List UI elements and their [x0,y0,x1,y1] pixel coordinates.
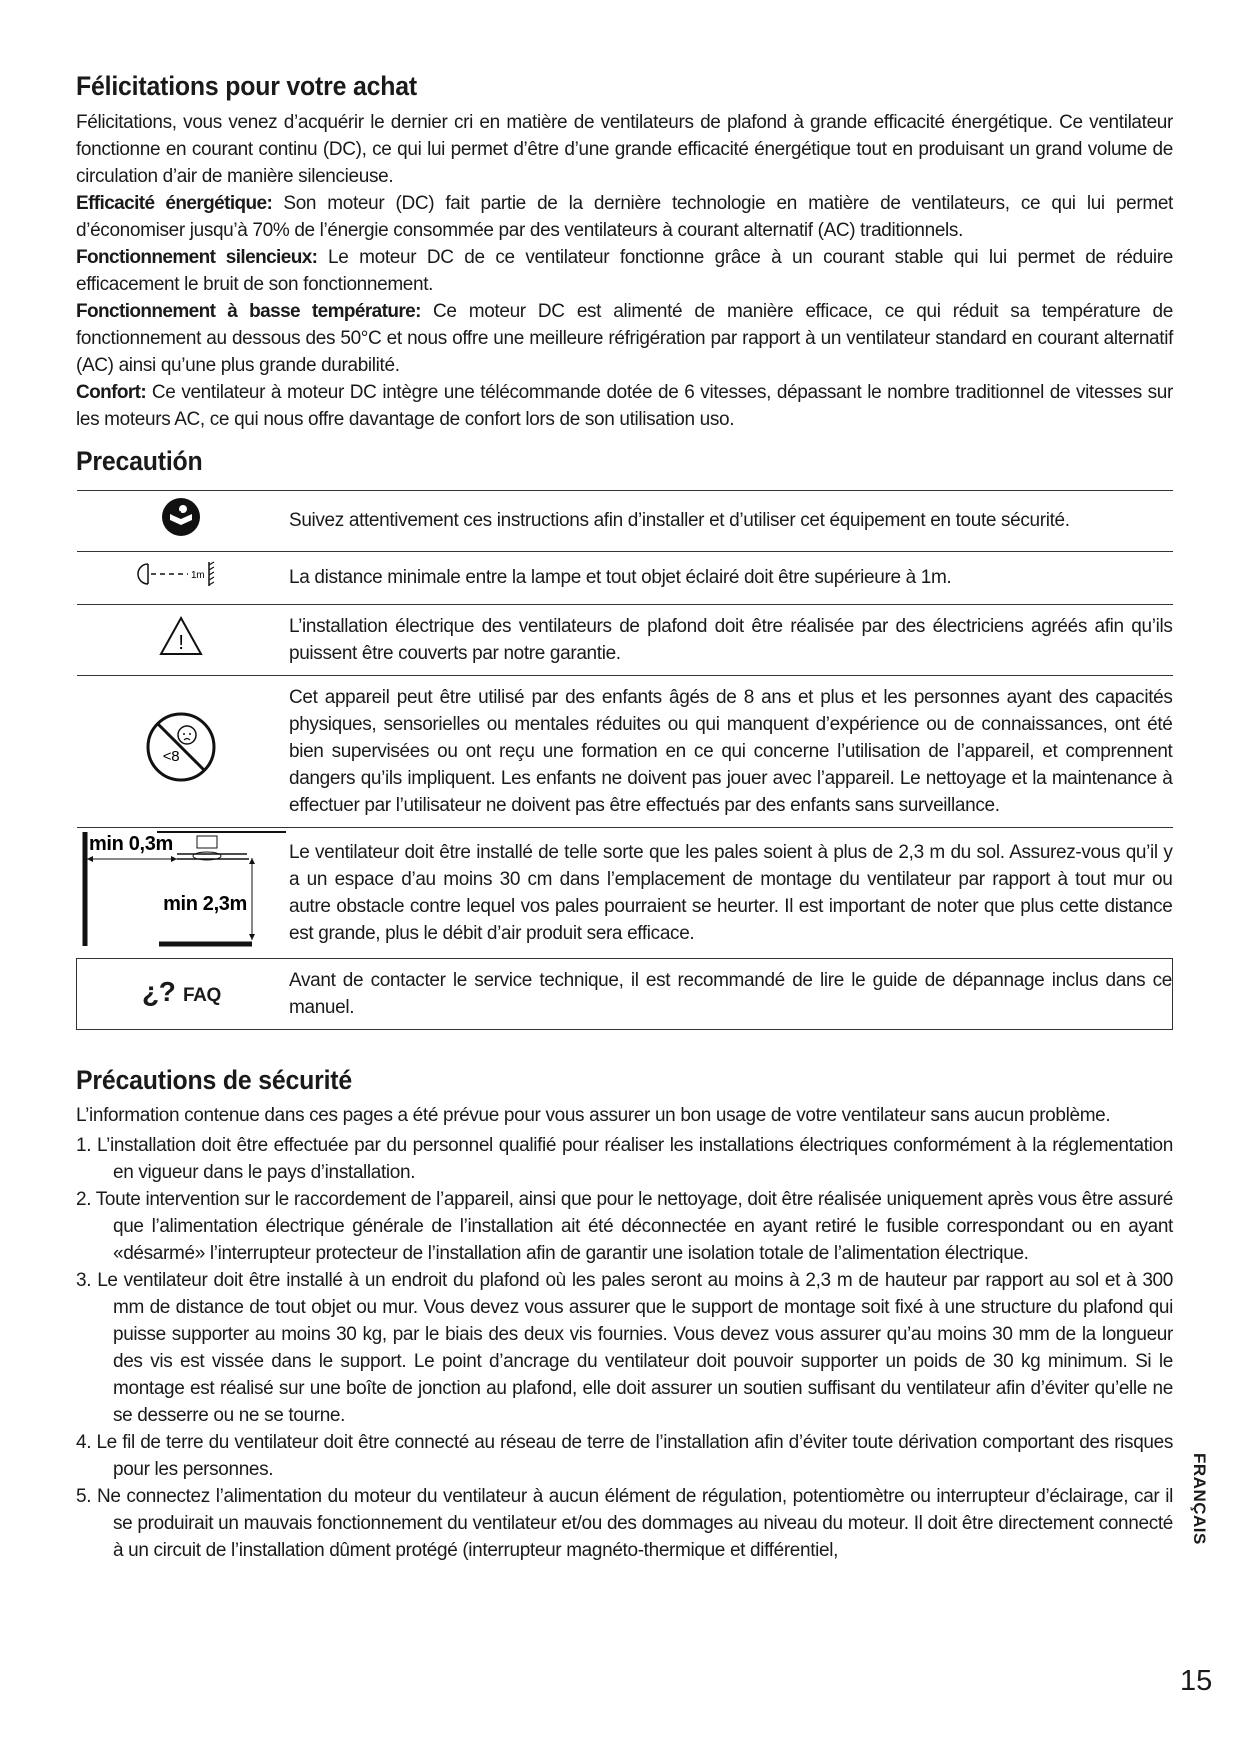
faq-label: FAQ [182,985,221,1007]
safety-title: Précautions de sécurité [76,1064,353,1095]
precaution-icon-cell [77,958,287,1029]
safety-item: 5. Ne connectez l’alimentation du moteur du ventilateur à aucun élément de régulation, potentiomètre ou interrupteur d’éclairage, car il se produirait un mauvais fonctionnement du ventilateur et/ou des dommages au niveau du moteur. Il doit être directement connecté à un circuit de l’installation dûment protégé (interrupteur magnéto-thermique et différentiel, [76,1486,1173,1562]
feature-label: Fonctionnement silencieux: [76,247,318,269]
precaution-icon-cell [77,604,287,675]
lamp-distance-icon [136,558,226,590]
feature-text: Son moteur (DC) fait partie de la dernière technologie en matière de ventilateurs, ce qui lui permet d’économiser jusqu’à 70% de l’énergie consommée par des ventilateurs à courant alternatif (AC) traditionnels. [76,193,1173,242]
precaution-row [77,827,1173,958]
intro-paragraph: Félicitations, vous venez d’acquérir le dernier cri en matière de ventilateurs de plafond à grande efficacité énergétique. Ce ventilateur fonctionne en courant continu (DC), ce qui lui permet d’être d’une grande efficacité énergétique tout en produisant un grand volume de circulation d’air de manière silencieuse. [76,112,1173,188]
safety-item: 4. Le fil de terre du ventilateur doit être connecté au réseau de terre de l’installation afin d’éviter toute dérivation comportant des risques pour les personnes. [76,1432,1173,1481]
page-number: 15 [1180,1665,1213,1697]
feature-low-temp [76,298,1173,379]
precaution-icon-cell [77,551,287,604]
no-children-icon [143,709,219,785]
fan-clearance-diagram [77,828,286,950]
precaution-text: Avant de contacter le service technique, il est recommandé de lire le guide de dépannage inclus dans ce manuel. [286,958,1173,1029]
precaution-text: Suivez attentivement ces instructions afin d’installer et d’utiliser cet équipement en toute sécurité. [286,490,1173,551]
precaution-text: Cet appareil peut être utilisé par des enfants âgés de 8 ans et plus et les personnes ayant des capacités physiques, sensorielles ou mentales réduites ou qui manquent d’expérience ou de connaissances, ont été bien supervisées ou ont reçu une formation en ce qui concerne l’utilisation de l’appareil, et comprennent dangers qu’ils impliquent. Les enfants ne doivent pas jouer avec l’appareil. Le nettoyage et la maintenance à effectuer par l’utilisateur ne doivent pas être effectués par des enfants sans surveillance. [286,675,1173,827]
safety-list [76,1132,1173,1564]
feature-text: Ce ventilateur à moteur DC intègre une télécommande dotée de 6 vitesses, dépassant le nombre traditionnel de vitesses sur les moteurs AC, ce qui nous offre davantage de confort lors de son utilisation uso. [76,382,1173,431]
feature-silent [76,244,1173,298]
feature-text: Ce moteur DC est alimenté de manière efficace, ce qui réduit sa température de fonctionnement au dessous des 50°C et nous offre une meilleure réfrigération par rapport à un ventilateur standard en courant alternatif (AC) ainsi qu’une plus grande durabilité. [76,301,1173,377]
precaution-row [77,604,1173,675]
safety-item: 1. L’installation doit être effectuée par du personnel qualifié pour réaliser les installations électriques conformément à la réglementation en vigueur dans le pays d’installation. [76,1135,1173,1184]
language-tab: FRANÇAIS [1190,1453,1209,1545]
warning-icon [158,615,204,657]
min-wall-distance-label: min 0,3m [88,832,173,855]
precaution-text: L’installation électrique des ventilateurs de plafond doit être réalisée par des électriciens agréés afin qu’ils puissent être couverts par notre garantie. [286,604,1173,675]
safety-item: 3. Le ventilateur doit être installé à un endroit du plafond où les pales seront au moins à 2,3 m de hauteur par rapport au sol et à 300 mm de distance de tout objet ou mur. Vous devez vous assurer que le support de montage soit fixé à une structure du plafond qui puisse supporter au moins 30 kg, par le biais des deux vis fournies. Vous devez vous assurer qu’au moins 30 mm de la longueur des vis est vissée dans le support. Le point d’ancrage du ventilateur doit pouvoir supporter un poids de 30 kg minimum. Si le montage est réalisé sur une boîte de jonction au plafond, elle doit assurer un soutien suffisant du ventilateur afin d’éviter qu’elle ne se desserre ou ne se tourne. [76,1270,1173,1427]
feature-label: Confort: [76,382,147,404]
precaution-row [77,958,1173,1029]
min-floor-height-label: min 2,3m [162,892,247,915]
safety-intro: L’information contenue dans ces pages a été prévue pour vous assurer un bon usage de votre ventilateur sans aucun problème. [76,1105,1111,1127]
faq-icon [142,976,221,1007]
lamp-distance-label: 1m [191,569,205,581]
feature-text: Le moteur DC de ce ventilateur fonctionne grâce à un courant stable qui lui permet de réduire efficacement le bruit de son fonctionnement. [76,247,1173,296]
intro-section [76,109,1173,433]
precaution-icon-cell [77,490,287,551]
feature-label: Efficacité énergétique: [76,193,273,215]
precaution-row [77,551,1173,604]
faq-mark: ¿? [142,976,176,1008]
precaution-title: Precautión [76,446,203,477]
age-limit-label: <8 [163,748,180,766]
precaution-row [77,490,1173,551]
feature-comfort [76,379,1173,433]
read-manual-icon [161,497,201,537]
precaution-text: La distance minimale entre la lampe et tout objet éclairé doit être supérieure à 1m. [286,551,1173,604]
precaution-icon-cell [77,675,287,827]
precaution-row [77,675,1173,827]
precaution-table [76,490,1173,1030]
safety-item: 2. Toute intervention sur le raccordement de l’appareil, ainsi que pour le nettoyage, doit être réalisée uniquement après vous être assuré que l’alimentation électrique générale de l’installation ait été déconnectée en ayant retiré le fusible correspondant ou en ayant «désarmé» l’interrupteur protecteur de l’installation afin de garantir une isolation totale de l’alimentation électrique. [76,1189,1173,1265]
intro-title: Félicitations pour votre achat [76,71,417,101]
warning-mark: ! [178,631,184,654]
precaution-icon-cell [77,827,287,958]
feature-label: Fonctionnement à basse température: [76,301,421,323]
feature-energy [76,190,1173,244]
precaution-text: Le ventilateur doit être installé de telle sorte que les pales soient à plus de 2,3 m du sol. Assurez-vous qu’il y a un espace d’au moins 30 cm dans l’emplacement de montage du ventilateur par rapport à tout mur ou autre obstacle contre lequel vos pales pourraient se heurter. Il est important de noter que plus cette distance est grande, plus le débit d’air produit sera efficace. [286,827,1173,958]
page-content [76,70,1173,1564]
